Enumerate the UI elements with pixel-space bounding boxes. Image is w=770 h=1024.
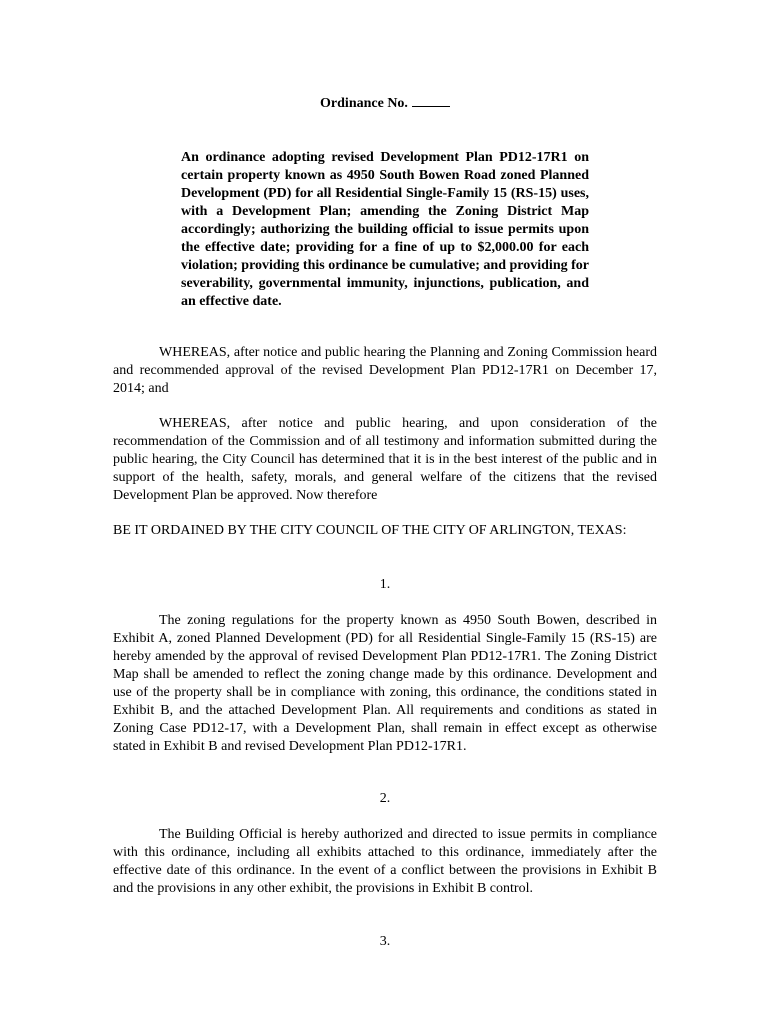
ordinance-number-blank [412,94,450,107]
ordained-clause: BE IT ORDAINED BY THE CITY COUNCIL OF THE CITY OF ARLINGTON, TEXAS: [113,523,627,538]
section-2-text: The Building Official is hereby authorized and directed to issue permits in compliance with this ordinance, including all exhibits attached to this ordinance, immediately after the effective date of this ordinance. In the event of a conflict between the provisions in Exhibit B and the provisions in any other exhibit, the provisions in Exhibit B control. [113,827,657,896]
whereas-paragraph-2: WHEREAS, after notice and public hearing, and upon consideration of the recommendation of the Commission and of all testimony and information submitted during the public hearing, the City Council has determined that it is in the best interest of the public and in support of the health, safety, morals, and general welfare of the citizens that the revised Development Plan be approved. Now therefore [113,416,657,503]
ordinance-title-text: Ordinance No. [320,96,408,111]
whereas-paragraph-1: WHEREAS, after notice and public hearing the Planning and Zoning Commission heard and recommended approval of the revised Development Plan PD12-17R1 on December 17, 2014; and [113,345,657,396]
section-number-1: 1. [379,577,391,592]
section-number-2: 2. [379,791,391,806]
section-1-text: The zoning regulations for the property known as 4950 South Bowen, described in Exhibit A, zoned Planned Development (PD) for all Residential Single-Family 15 (RS-15) are hereby amended by the approval of revised Development Plan PD12-17R1. The Zoning District Map shall be amended to reflect the zoning change made by this ordinance. Development and use of the property shall be in compliance with zoning, this ordinance, the conditions stated in Exhibit B, and the attached Development Plan. All requirements and conditions as stated in Zoning Case PD12-17, with a Development Plan, shall remain in effect except as otherwise stated in Exhibit B and revised Development Plan PD12-17R1. [113,613,657,754]
ordinance-title [0,94,770,113]
section-number-3: 3. [379,934,391,949]
ordinance-caption: An ordinance adopting revised Development Plan PD12-17R1 on certain property known as 4950 South Bowen Road zoned Planned Development (PD) for all Residential Single-Family 15 (RS-15) uses, with a Development Plan; amending the Zoning District Map accordingly; authorizing the building official to issue permits upon the effective date; providing for a fine of up to $2,000.00 for each violation; providing this ordinance be cumulative; and providing for severability, governmental immunity, injunctions, publication, and an effective date. [181,150,589,309]
